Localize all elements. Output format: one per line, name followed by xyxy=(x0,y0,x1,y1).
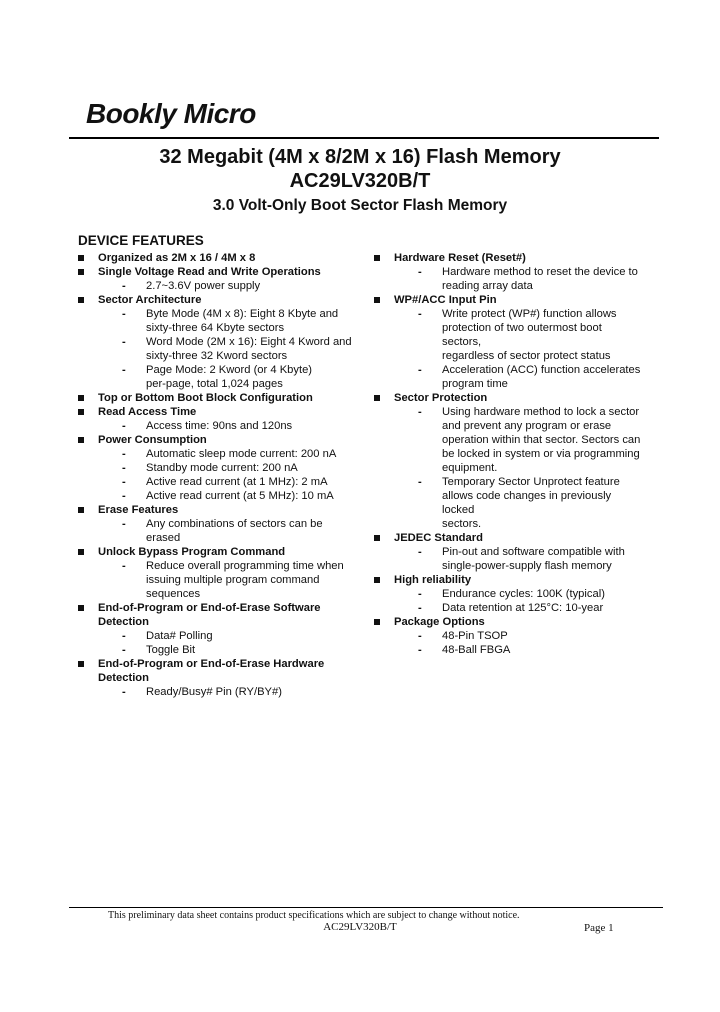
square-bullet-icon xyxy=(374,619,380,625)
feature-detail-line: Data# Polling xyxy=(146,630,213,642)
feature-title: End-of-Program or End-of-Erase Software xyxy=(98,602,321,614)
dash-bullet-icon: - xyxy=(418,266,422,278)
feature-detail xyxy=(394,475,644,531)
feature-detail xyxy=(98,335,363,363)
dash-bullet-icon: - xyxy=(418,630,422,642)
footer-part-number: AC29LV320B/T xyxy=(323,921,397,933)
square-bullet-icon xyxy=(374,255,380,261)
dash-bullet-icon: - xyxy=(122,364,126,376)
feature-detail-line: Temporary Sector Unprotect feature xyxy=(442,476,620,488)
feature-detail xyxy=(98,475,363,489)
dash-bullet-icon: - xyxy=(418,364,422,376)
feature-detail xyxy=(98,685,363,699)
dash-bullet-icon: - xyxy=(122,448,126,460)
feature-item xyxy=(78,503,363,545)
footer-notice: This preliminary data sheet contains product specifications which are subject to change without notice. xyxy=(108,910,520,921)
square-bullet-icon xyxy=(374,577,380,583)
feature-item xyxy=(78,293,363,391)
feature-item xyxy=(374,293,644,391)
dash-bullet-icon: - xyxy=(122,476,126,488)
page-number: Page 1 xyxy=(584,922,614,934)
square-bullet-icon xyxy=(374,535,380,541)
feature-detail xyxy=(394,307,644,363)
dash-bullet-icon: - xyxy=(122,560,126,572)
header-divider xyxy=(69,137,659,139)
feature-detail-line: program time xyxy=(442,378,508,390)
feature-detail-line: issuing multiple program command xyxy=(146,574,320,586)
square-bullet-icon xyxy=(78,507,84,513)
feature-detail-line: Toggle Bit xyxy=(146,644,196,656)
feature-detail-line: Acceleration (ACC) function accelerates xyxy=(442,364,641,376)
feature-detail-line: erased xyxy=(146,532,181,544)
feature-detail-line: equipment. xyxy=(442,462,498,474)
feature-title: Power Consumption xyxy=(98,434,207,446)
dash-bullet-icon: - xyxy=(418,308,422,320)
feature-detail-line: Word Mode (2M x 16): Eight 4 Kword and xyxy=(146,336,352,348)
feature-detail-line: Data retention at 125°C: 10-year xyxy=(442,602,604,614)
feature-detail xyxy=(98,559,363,601)
feature-detail-line: regardless of sector protect status xyxy=(442,350,611,362)
feature-detail xyxy=(98,461,363,475)
feature-detail xyxy=(98,643,363,657)
feature-title: Sector Protection xyxy=(394,392,488,404)
dash-bullet-icon: - xyxy=(122,518,126,530)
document-subtitle: 3.0 Volt-Only Boot Sector Flash Memory xyxy=(212,197,508,214)
feature-detail-line: Pin-out and software compatible with xyxy=(442,546,625,558)
feature-detail-line: Byte Mode (4M x 8): Eight 8 Kbyte and xyxy=(146,308,339,320)
feature-title: Package Options xyxy=(394,616,485,628)
feature-detail-line: 48-Ball FBGA xyxy=(442,644,511,656)
feature-detail xyxy=(98,447,363,461)
dash-bullet-icon: - xyxy=(418,546,422,558)
dash-bullet-icon: - xyxy=(122,490,126,502)
square-bullet-icon xyxy=(78,437,84,443)
feature-title: End-of-Program or End-of-Erase Hardware xyxy=(98,658,325,670)
features-left-column xyxy=(78,251,363,699)
feature-title: Sector Architecture xyxy=(98,294,202,306)
feature-item xyxy=(78,601,363,657)
feature-detail-line: be locked in system or via programming xyxy=(442,448,640,460)
feature-detail-line: Automatic sleep mode current: 200 nA xyxy=(146,448,337,460)
feature-detail xyxy=(394,629,644,643)
feature-detail-line: sequences xyxy=(146,588,201,600)
dash-bullet-icon: - xyxy=(122,630,126,642)
dash-bullet-icon: - xyxy=(418,406,422,418)
dash-bullet-icon: - xyxy=(122,686,126,698)
feature-item xyxy=(374,391,644,531)
document-title: 32 Megabit (4M x 8/2M x 16) Flash Memory xyxy=(159,146,561,168)
dash-bullet-icon: - xyxy=(418,476,422,488)
square-bullet-icon xyxy=(78,255,84,261)
feature-detail-line: sixty-three 64 Kbyte sectors xyxy=(146,322,285,334)
feature-detail xyxy=(394,405,644,475)
feature-title: Top or Bottom Boot Block Configuration xyxy=(98,392,313,404)
feature-detail xyxy=(394,587,644,601)
footer-divider xyxy=(69,907,663,908)
feature-detail-line: Access time: 90ns and 120ns xyxy=(146,420,293,432)
square-bullet-icon xyxy=(78,661,84,667)
feature-detail xyxy=(98,489,363,503)
feature-title: Unlock Bypass Program Command xyxy=(98,546,286,558)
dash-bullet-icon: - xyxy=(122,644,126,656)
square-bullet-icon xyxy=(78,409,84,415)
feature-detail-line: Write protect (WP#) function allows xyxy=(442,308,617,320)
square-bullet-icon xyxy=(78,549,84,555)
feature-detail-line: Ready/Busy# Pin (RY/BY#) xyxy=(146,686,282,698)
part-number-title: AC29LV320B/T xyxy=(289,170,431,192)
feature-item xyxy=(78,251,363,265)
feature-detail xyxy=(98,279,363,293)
feature-title: Detection xyxy=(98,616,149,628)
feature-item xyxy=(78,657,363,699)
feature-detail-line: Active read current (at 1 MHz): 2 mA xyxy=(146,476,328,488)
feature-item xyxy=(78,545,363,601)
feature-detail-line: sixty-three 32 Kword sectors xyxy=(146,350,288,362)
square-bullet-icon xyxy=(78,605,84,611)
features-right-column xyxy=(374,251,644,657)
feature-detail-line: single-power-supply flash memory xyxy=(442,560,612,572)
feature-detail xyxy=(394,601,644,615)
feature-detail xyxy=(98,517,363,545)
square-bullet-icon xyxy=(78,395,84,401)
feature-detail-line: operation within that sector. Sectors can xyxy=(442,434,641,446)
company-logo: Bookly Micro xyxy=(86,98,256,129)
feature-detail xyxy=(98,419,363,433)
device-features-heading: DEVICE FEATURES xyxy=(78,233,204,248)
feature-detail xyxy=(394,265,644,293)
feature-detail-line: protection of two outermost boot sectors, xyxy=(442,322,602,348)
feature-item xyxy=(374,251,644,293)
feature-detail-line: Standby mode current: 200 nA xyxy=(146,462,298,474)
feature-detail xyxy=(394,363,644,391)
feature-detail-line: Endurance cycles: 100K (typical) xyxy=(442,588,605,600)
feature-detail-line: Page Mode: 2 Kword (or 4 Kbyte) xyxy=(146,364,313,376)
feature-detail-line: sectors. xyxy=(442,518,482,530)
feature-title: Hardware Reset (Reset#) xyxy=(394,252,526,264)
feature-title: WP#/ACC Input Pin xyxy=(394,294,497,306)
feature-title: Read Access Time xyxy=(98,406,197,418)
feature-detail-line: allows code changes in previously locked xyxy=(442,490,612,516)
feature-detail-line: and prevent any program or erase xyxy=(442,420,612,432)
feature-detail-line: Active read current (at 5 MHz): 10 mA xyxy=(146,490,334,502)
square-bullet-icon xyxy=(78,297,84,303)
feature-item xyxy=(374,531,644,573)
feature-detail-line: reading array data xyxy=(442,280,533,292)
feature-detail-line: 2.7~3.6V power supply xyxy=(146,280,261,292)
square-bullet-icon xyxy=(374,297,380,303)
feature-title: Single Voltage Read and Write Operations xyxy=(98,266,321,278)
feature-title: Erase Features xyxy=(98,504,179,516)
feature-detail-line: Reduce overall programming time when xyxy=(146,560,344,572)
feature-detail xyxy=(98,363,363,391)
feature-detail-line: 48-Pin TSOP xyxy=(442,630,508,642)
dash-bullet-icon: - xyxy=(122,308,126,320)
feature-detail xyxy=(394,643,644,657)
feature-detail-line: per-page, total 1,024 pages xyxy=(146,378,283,390)
square-bullet-icon xyxy=(374,395,380,401)
dash-bullet-icon: - xyxy=(418,602,422,614)
feature-item xyxy=(78,433,363,503)
dash-bullet-icon: - xyxy=(122,462,126,474)
feature-item xyxy=(78,265,363,293)
square-bullet-icon xyxy=(78,269,84,275)
feature-title: JEDEC Standard xyxy=(394,532,483,544)
dash-bullet-icon: - xyxy=(418,644,422,656)
feature-detail-line: Using hardware method to lock a sector xyxy=(442,406,640,418)
feature-detail-line: Any combinations of sectors can be xyxy=(146,518,323,530)
feature-title: Detection xyxy=(98,672,149,684)
dash-bullet-icon: - xyxy=(122,336,126,348)
feature-item xyxy=(374,573,644,615)
feature-item xyxy=(374,615,644,657)
feature-detail xyxy=(98,307,363,335)
feature-item xyxy=(78,405,363,433)
dash-bullet-icon: - xyxy=(122,280,126,292)
feature-detail xyxy=(98,629,363,643)
dash-bullet-icon: - xyxy=(418,588,422,600)
feature-detail-line: Hardware method to reset the device to xyxy=(442,266,638,278)
feature-title: High reliability xyxy=(394,574,472,586)
feature-title: Organized as 2M x 16 / 4M x 8 xyxy=(98,252,256,264)
feature-detail xyxy=(394,545,644,573)
feature-item xyxy=(78,391,363,405)
dash-bullet-icon: - xyxy=(122,420,126,432)
